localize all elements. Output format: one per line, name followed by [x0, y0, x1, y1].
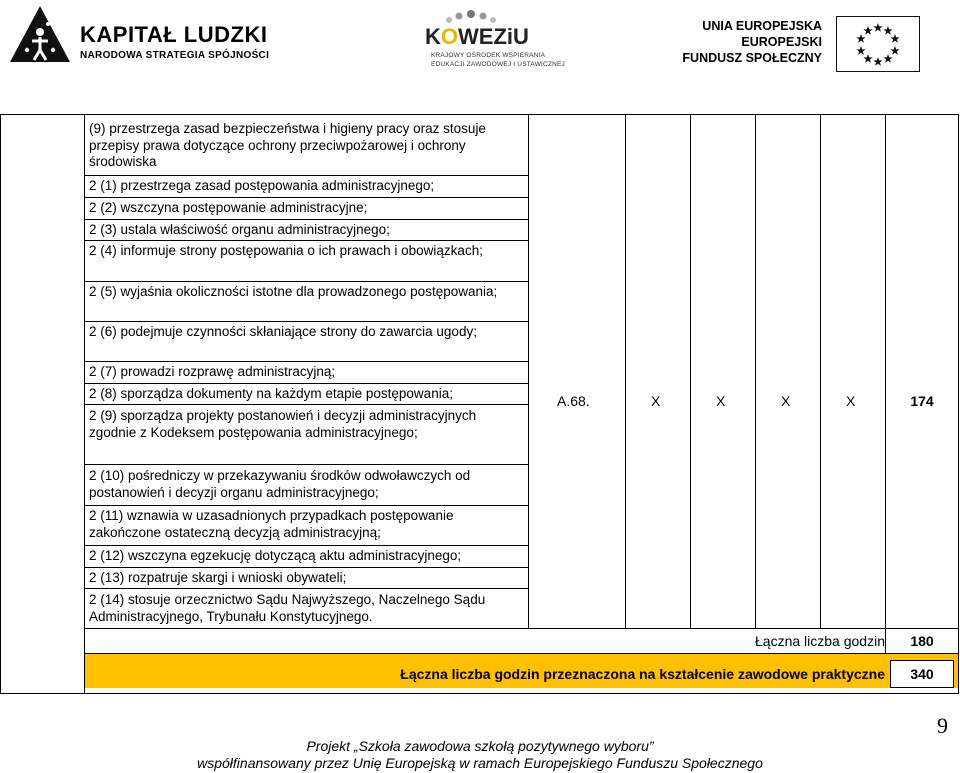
row-sep	[84, 281, 529, 282]
eu-line-1: UNIA EUROPEJSKA	[702, 19, 822, 33]
table-border-bottom	[0, 693, 959, 694]
column-divider-2	[528, 114, 529, 628]
mark-x-4: X	[846, 393, 856, 409]
skill-item: 2 (7) prowadzi rozprawę administracyjną;	[89, 364, 336, 379]
skill-item: 2 (14) stosuje orzecznictwo Sądu Najwyższego, Naczelnego Sądu Administracyjnego, Trybunału Konstytucyjnego.	[89, 592, 486, 624]
page-number: 9	[937, 713, 948, 738]
row-sep	[84, 361, 529, 362]
row-sep	[84, 545, 529, 546]
footer-project-line: Projekt „Szkoła zawodowa szkołą pozytywnego wyboru”	[306, 738, 654, 754]
hours-value: 174	[910, 393, 934, 409]
kowezu-subtitle-2: EDUKACJI ZAWODOWEJ I USTAWICZNEJ	[431, 61, 565, 68]
grand-total-label: Łączna liczba godzin przeznaczona na kształcenie zawodowe praktyczne	[400, 666, 885, 682]
mark-x-3: X	[781, 393, 791, 409]
row-sep	[84, 628, 959, 629]
total-hours-label: Łączna liczba godzin	[755, 633, 885, 649]
eu-line-3: FUNDUSZ SPOŁECZNY	[682, 51, 822, 65]
row-sep	[84, 464, 529, 465]
row-sep	[84, 588, 529, 589]
kapital-ludzki-subtitle: NARODOWA STRATEGIA SPÓJNOŚCI	[80, 50, 270, 61]
skill-item: 2 (10) pośredniczy w przekazywaniu środków odwoławczych od postanowień i decyzji organu administracyjnego;	[89, 468, 471, 500]
skill-item: 2 (5) wyjaśnia okoliczności istotne dla prowadzonego postępowania;	[89, 284, 498, 299]
table-border-top	[0, 114, 959, 115]
column-divider-7	[885, 114, 886, 628]
column-divider-3	[625, 114, 626, 628]
table-border-left	[0, 114, 1, 694]
skill-item: 2 (1) przestrzega zasad postępowania administracyjnego;	[89, 178, 435, 193]
mark-x-1: X	[651, 393, 661, 409]
kowezu-subtitle-1: KRAJOWY OŚRODEK WSPIERANIA	[431, 52, 546, 59]
row-sep	[84, 321, 529, 322]
kowezu-title-o: O	[440, 24, 459, 49]
skill-item: 2 (11) wznawia w uzasadnionych przypadkach postępowanie zakończone ostateczną decyzją administracyjną;	[89, 508, 454, 540]
skill-item: 2 (12) wszczyna egzekucję dotyczącą aktu administracyjnego;	[89, 548, 462, 563]
row-sep	[84, 505, 529, 506]
kapital-ludzki-title: KAPITAŁ LUDZKI	[80, 22, 268, 47]
table-border-right	[958, 114, 959, 694]
kowezu-title-k: K	[425, 24, 441, 49]
grand-total-value: 340	[910, 666, 934, 682]
column-divider-6	[820, 114, 821, 628]
footer-funding-line: współfinansowany przez Unię Europejską w ramach Europejskiego Funduszu Społecznego	[197, 755, 763, 771]
row-sep	[84, 219, 529, 220]
column-divider-4	[690, 114, 691, 628]
kowezu-title-rest: WEZiU	[458, 24, 529, 49]
skill-item: 2 (8) sporządza dokumenty na każdym etapie postępowania;	[89, 386, 453, 401]
skill-item: 2 (3) ustala właściwość organu administracyjnego;	[89, 222, 390, 237]
skill-item: 2 (2) wszczyna postępowanie administracyjne;	[89, 200, 368, 215]
total-hours-value: 180	[910, 633, 934, 649]
row-sep	[84, 175, 529, 176]
eu-line-2: EUROPEJSKI	[741, 35, 822, 49]
column-divider-5	[755, 114, 756, 628]
skill-item: 2 (9) sporządza projekty postanowień i decyzji administracyjnych zgodnie z Kodeksem postępowania administracyjnego;	[89, 408, 477, 440]
skill-item: 2 (4) informuje strony postępowania o ich prawach i obowiązkach;	[89, 243, 483, 258]
row-sep	[84, 197, 529, 198]
row-sep	[84, 404, 529, 405]
row-sep	[84, 383, 529, 384]
row-sep	[84, 240, 529, 241]
skill-item: 2 (13) rozpatruje skargi i wnioski obywateli;	[89, 570, 347, 585]
skill-item: (9) przestrzega zasad bezpieczeństwa i higieny pracy oraz stosuje przepisy prawa dotyczące ochrony przeciwpożarowej i ochrony środowiska	[89, 121, 486, 169]
mark-x-2: X	[716, 393, 726, 409]
row-sep	[84, 567, 529, 568]
skill-item: 2 (6) podejmuje czynności skłaniające strony do zawarcia ugody;	[89, 324, 477, 339]
qualification-code: A.68.	[557, 393, 590, 409]
